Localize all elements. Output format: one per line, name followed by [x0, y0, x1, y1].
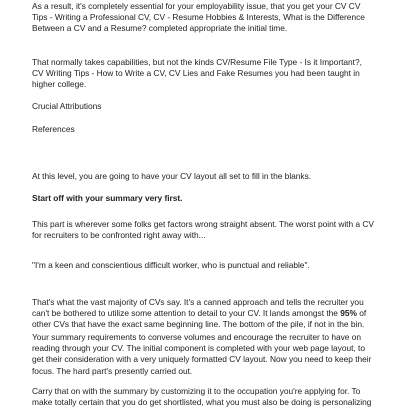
text-line: focus. The hard part's presently carried out.: [32, 365, 193, 376]
percent-emphasis: 95%: [340, 308, 357, 319]
text-line: This part is wherever some folks get factors wrong straight absent. The worst point with a CV: [32, 219, 374, 229]
text-line: As a result, it's completely essential for your employability issue, that you get your CV CV: [32, 1, 361, 11]
skills-paragraph: [32, 57, 362, 91]
text-line: reading through your CV. The initial component is completed with your web page layout, to: [32, 343, 365, 354]
text-line: Between a CV and a Resume? completed appropriate the initial time.: [32, 23, 288, 34]
summary-heading-text: Start off with your summary very first.: [32, 193, 183, 203]
text-line: [32, 308, 366, 319]
majority-paragraph: [32, 297, 366, 331]
text-line: get their consideration with a very uniquely formatted CV layout. Now you need to keep their: [32, 354, 372, 365]
crucial-attributions-heading: Crucial Attributions: [32, 101, 102, 111]
layout-paragraph: At this level, you are going to have your CV layout all set to fill in the blanks.: [32, 171, 312, 181]
text-line: Tips - Writing a Professional CV, CV - Resume Hobbies & Interests, What is the Difference: [32, 12, 365, 23]
text-run: of: [356, 308, 367, 319]
text-line: That normally takes capabilities, but not the kinds CV/Resume File Type - Is it Important?,: [32, 57, 362, 67]
intro-paragraph: [32, 1, 365, 35]
references-heading: References: [32, 124, 75, 134]
text-run: can't be bothered to utilize some attention to detail to your CV. It lands amongst the: [32, 308, 341, 319]
text-line: Carry that on with the summary by customizing it to the occupation you're applying for. To: [32, 386, 361, 396]
quote-paragraph: "I'm a keen and conscientious difficult worker, who is punctual and reliable".: [32, 260, 310, 270]
text-line: for recruiters to be confronted right away with...: [32, 230, 206, 241]
customize-paragraph: [32, 386, 371, 408]
summary-requirements-paragraph: [32, 332, 371, 377]
text-line: make totally certain that you do get shortlisted, what you must also be doing is personalizing: [32, 397, 372, 408]
summary-heading: [32, 193, 182, 204]
text-line: That's what the vast majority of CVs say. It's a canned approach and tells the recruiter you: [32, 297, 364, 307]
text-line: higher college.: [32, 79, 87, 90]
wrong-paragraph: [32, 219, 374, 241]
text-line: other CVs that have the exact same beginning line. The bottom of the pile, if not in the bin.: [32, 319, 365, 330]
text-line: CV Writing Tips - How to Write a CV, CV Lies and Fake Resumes you had been taught in: [32, 68, 360, 79]
text-line: Your summary requirements to converse volumes and encourage the recruiter to have on: [32, 332, 361, 342]
